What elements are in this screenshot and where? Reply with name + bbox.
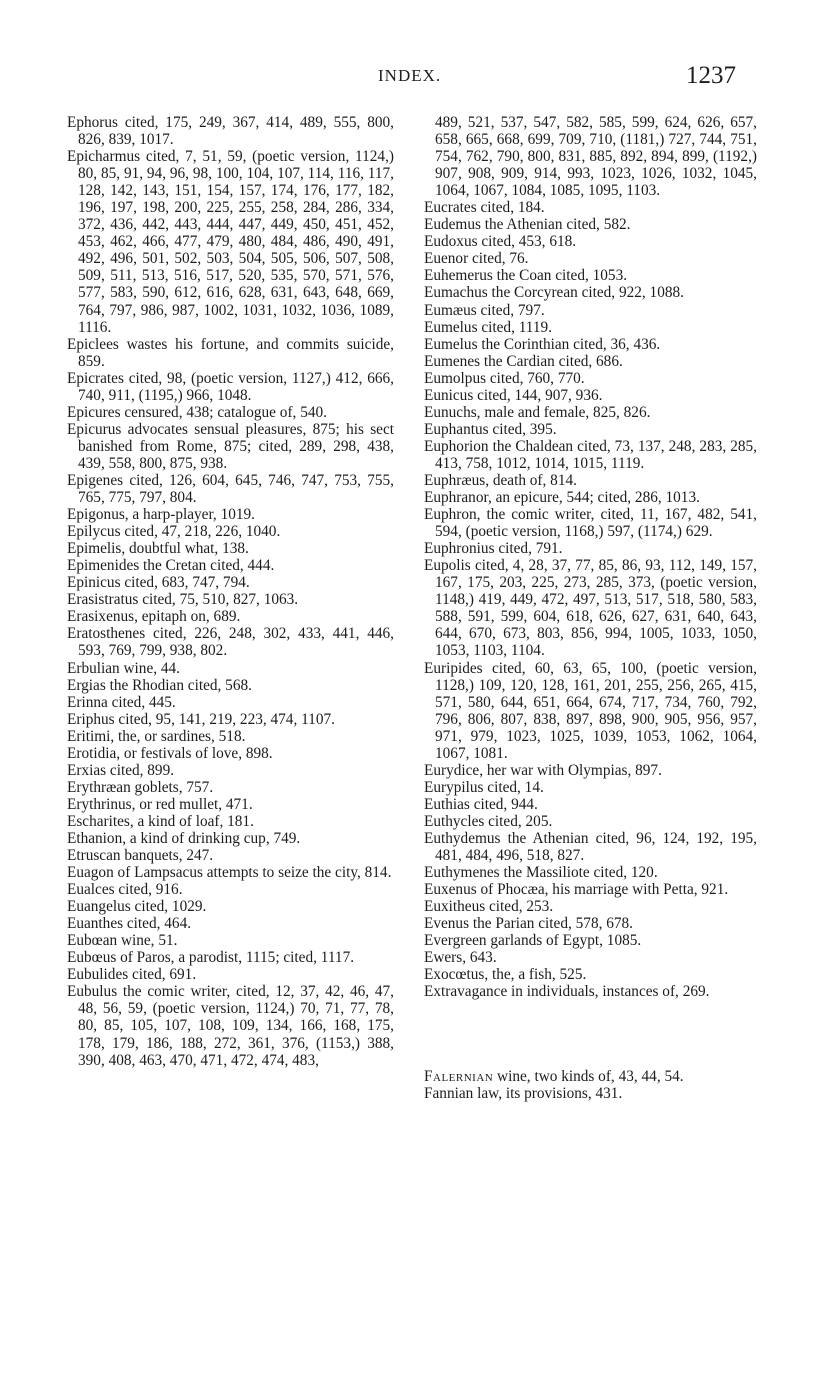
index-entry: Erotidia, or festivals of love, 898.	[67, 744, 273, 762]
index-entry: Escharites, a kind of loaf, 181.	[67, 812, 254, 830]
index-entry: Erbulian wine, 44.	[67, 659, 181, 677]
index-entry: Euphræus, death of, 814.	[424, 471, 577, 489]
index-entry: Evergreen garlands of Egypt, 1085.	[424, 932, 642, 950]
index-entry: Epicharmus cited, 7, 51, 59, (poetic version, 1124,) 80, 85, 91, 94, 96, 98, 100, 104, 107, 114, 116, 117, 128, 142, 143, 151, 154, 157, 174, 176, 177, 182, 196, 197, 198, 200, 225, 255, 258, 284, 286, 334, 372, 436, 442, 443, 444, 447, 449, 450, 451, 452, 453, 462, 466, 477, 479, 480, 484, 486, 490, 491, 492, 496, 501, 502, 503, 504, 505, 506, 507, 508, 509, 511, 513, 516, 517, 520, 535, 570, 571, 576, 577, 583, 590, 612, 616, 628, 631, 643, 648, 669, 764, 797, 986, 987, 1002, 1031, 1032, 1036, 1089, 1116.	[67, 148, 394, 336]
index-entry: Euthias cited, 944.	[424, 795, 538, 813]
index-entry: Euripides cited, 60, 63, 65, 100, (poetic version, 1128,) 109, 120, 128, 161, 201, 255, 256, 265, 415, 571, 580, 644, 651, 664, 674, 717, 734, 760, 792, 796, 806, 807, 838, 897, 898, 900, 905, 956, 957, 971, 979, 1023, 1025, 1039, 1053, 1062, 1064, 1067, 1081.	[424, 659, 757, 762]
index-entry: Eumachus the Corcyrean cited, 922, 1088.	[424, 284, 684, 302]
index-entry: Eunuchs, male and female, 825, 826.	[424, 403, 651, 421]
index-entry: Eumenes the Cardian cited, 686.	[424, 352, 623, 370]
index-entry: Eubœus of Paros, a parodist, 1115; cited, 1117.	[67, 949, 355, 967]
right-entries	[424, 199, 757, 1000]
index-entry: Euhemerus the Coan cited, 1053.	[424, 267, 628, 285]
index-entry: Ephorus cited, 175, 249, 367, 414, 489, 555, 800, 826, 839, 1017.	[67, 114, 394, 149]
index-entry-fannian: Fannian law, its provisions, 431.	[424, 1085, 623, 1103]
index-entry: Euthymenes the Massiliote cited, 120.	[424, 864, 658, 882]
index-entry: Ewers, 643.	[424, 949, 497, 967]
index-entry: Ethanion, a kind of drinking cup, 749.	[67, 829, 301, 847]
index-entry: Extravagance in individuals, instances of, 269.	[424, 983, 710, 1001]
index-entry-falernian	[424, 1068, 757, 1085]
index-entry: Euphantus cited, 395.	[424, 420, 557, 438]
index-entry: Euagon of Lampsacus attempts to seize the city, 814.	[67, 864, 392, 882]
index-entry: Epimenides the Cretan cited, 444.	[67, 557, 275, 575]
index-entry: Eubulus the comic writer, cited, 12, 37, 42, 46, 47, 48, 56, 59, (poetic version, 1124,) 70, 71, 77, 78, 80, 85, 105, 107, 108, 109, 134, 166, 168, 175, 178, 179, 186, 188, 272, 361, 376, (1153,) 388, 390, 408, 463, 470, 471, 472, 474, 483,	[67, 983, 394, 1069]
index-entry: Eumelus cited, 1119.	[424, 318, 553, 336]
index-entry: Eudemus the Athenian cited, 582.	[424, 216, 631, 234]
index-entry: Eriphus cited, 95, 141, 219, 223, 474, 1107.	[67, 710, 335, 728]
index-entry: Euanthes cited, 464.	[67, 915, 192, 933]
index-entry: Eumelus the Corinthian cited, 36, 436.	[424, 335, 661, 353]
index-entry: Euxenus of Phocæa, his marriage with Petta, 921.	[424, 881, 729, 899]
index-entry: Exocœtus, the, a fish, 525.	[424, 966, 587, 984]
left-column	[67, 114, 394, 1069]
index-entry: Eritimi, the, or sardines, 518.	[67, 727, 246, 745]
index-entry: Etruscan banquets, 247.	[67, 847, 214, 865]
index-entry: Eumæus cited, 797.	[424, 301, 545, 319]
index-entry: Euthycles cited, 205.	[424, 812, 553, 830]
index-entry: Erinna cited, 445.	[67, 693, 176, 711]
index-entry: Epimelis, doubtful what, 138.	[67, 540, 249, 558]
index-entry: Erasixenus, epitaph on, 689.	[67, 608, 241, 626]
page-number: 1237	[686, 62, 736, 89]
index-entry-continuation: 489, 521, 537, 547, 582, 585, 599, 624, 626, 657, 658, 665, 668, 699, 709, 710, (1181,) 727, 744, 751, 754, 762, 790, 800, 831, 885, 892, 894, 899, (1192,) 907, 908, 909, 914, 993, 1023, 1026, 1032, 1045, 1064, 1067, 1084, 1085, 1095, 1103.	[435, 114, 757, 200]
index-entry: Eubulides cited, 691.	[67, 966, 197, 984]
index-entry: Eunicus cited, 144, 907, 936.	[424, 386, 603, 404]
index-entry: Euangelus cited, 1029.	[67, 898, 207, 916]
index-entry: Erxias cited, 899.	[67, 761, 175, 779]
section-gap	[424, 1000, 757, 1068]
running-header	[0, 64, 829, 94]
index-entry-text: wine, two kinds of, 43, 44, 54.	[493, 1068, 684, 1086]
index-entry: Eupolis cited, 4, 28, 37, 77, 85, 86, 93, 112, 149, 157, 167, 175, 203, 225, 273, 285, 373, (poetic version, 1148,) 419, 449, 472, 497, 513, 517, 518, 580, 583, 588, 591, 599, 604, 618, 626, 627, 631, 640, 643, 644, 670, 673, 803, 856, 994, 1005, 1033, 1050, 1053, 1103, 1104.	[424, 557, 757, 660]
index-entry: Euenor cited, 76.	[424, 250, 529, 268]
index-entry: Epilycus cited, 47, 218, 226, 1040.	[67, 523, 281, 541]
index-entry-lead: Falernian	[424, 1068, 494, 1086]
index-entry: Eumolpus cited, 760, 770.	[424, 369, 585, 387]
index-entry: Eubœan wine, 51.	[67, 932, 178, 950]
index-entry: Epiclees wastes his fortune, and commits suicide, 859.	[67, 335, 394, 370]
index-entry: Eualces cited, 916.	[67, 881, 183, 899]
index-entry: Eurypilus cited, 14.	[424, 778, 544, 796]
index-entry: Euthydemus the Athenian cited, 96, 124, 192, 195, 481, 484, 496, 518, 827.	[424, 829, 757, 865]
index-entry: Ergias the Rhodian cited, 568.	[67, 676, 252, 694]
index-entry: Euxitheus cited, 253.	[424, 898, 554, 916]
index-entry: Eucrates cited, 184.	[424, 199, 545, 217]
index-entry: Erythrinus, or red mullet, 471.	[67, 795, 253, 813]
index-entry: Epicrates cited, 98, (poetic version, 1127,) 412, 666, 740, 911, (1195,) 966, 1048.	[67, 369, 394, 404]
index-entry: Euphronius cited, 791.	[424, 540, 563, 558]
index-entry: Epigonus, a harp-player, 1019.	[67, 506, 255, 524]
page-title: INDEX.	[378, 66, 442, 85]
index-entry: Eratosthenes cited, 226, 248, 302, 433, 441, 446, 593, 769, 799, 938, 802.	[67, 625, 394, 660]
right-column	[424, 114, 757, 1103]
index-entry: Eurydice, her war with Olympias, 897.	[424, 761, 662, 779]
index-entry: Evenus the Parian cited, 578, 678.	[424, 915, 634, 933]
index-entry: Epigenes cited, 126, 604, 645, 746, 747, 753, 755, 765, 775, 797, 804.	[67, 471, 394, 507]
index-entry: Erythræan goblets, 757.	[67, 778, 214, 796]
index-entry: Erasistratus cited, 75, 510, 827, 1063.	[67, 591, 299, 609]
index-entry: Epicurus advocates sensual pleasures, 875; his sect banished from Rome, 875; cited, 289, 298, 438, 439, 558, 800, 875, 938.	[67, 420, 394, 472]
index-entry: Euphron, the comic writer, cited, 11, 167, 482, 541, 594, (poetic version, 1168,) 597, (1174,) 629.	[424, 506, 757, 541]
index-entry: Euphorion the Chaldean cited, 73, 137, 248, 283, 285, 413, 758, 1012, 1014, 1015, 1119.	[424, 437, 757, 472]
index-entry: Epinicus cited, 683, 747, 794.	[67, 574, 250, 592]
index-entry: Eudoxus cited, 453, 618.	[424, 233, 577, 251]
index-entry: Epicures censured, 438; catalogue of, 540.	[67, 403, 327, 421]
index-entry: Euphranor, an epicure, 544; cited, 286, 1013.	[424, 489, 700, 507]
